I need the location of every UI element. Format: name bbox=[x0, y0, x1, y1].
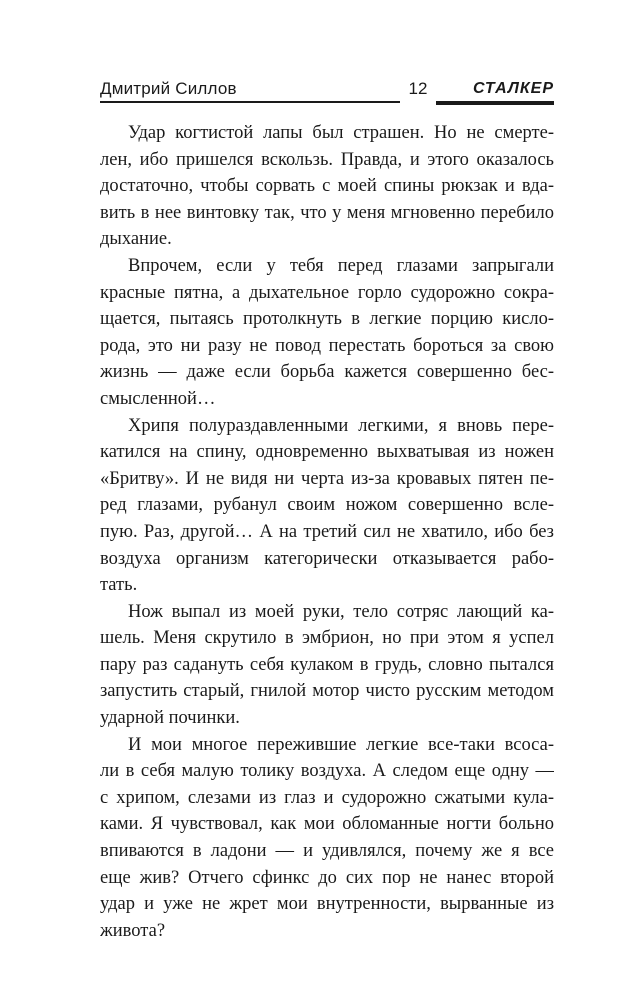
text-line: катился на спину, одновременно выхватывая из ножен bbox=[100, 442, 554, 463]
text-line: Нож выпал из моей руки, тело сотряс лающий ка- bbox=[128, 601, 554, 622]
text-line: воздуха организм категорически отказывается рабо- bbox=[100, 548, 554, 569]
text-line: достаточно, чтобы сорвать с моей спины рюкзак и вда- bbox=[100, 176, 554, 197]
text-line: ли в себя малую толику воздуха. А следом еще одну — bbox=[100, 761, 554, 782]
text-line: тать. bbox=[100, 575, 138, 596]
author-name: Дмитрий Силлов bbox=[100, 79, 237, 98]
text-line: И мои многое пережившие легкие все-таки всоса- bbox=[128, 734, 554, 755]
text-line: шель. Меня скрутило в эмбрион, но при этом я успел bbox=[100, 628, 554, 649]
text-line: смысленной… bbox=[100, 388, 216, 409]
text-line: с хрипом, слезами из глаз и судорожно сжатыми кула- bbox=[100, 787, 554, 808]
header-rule-right bbox=[436, 101, 554, 105]
text-line: Хрипя полураздавленными легкими, я вновь пере- bbox=[128, 415, 554, 436]
text-line: живота? bbox=[100, 920, 166, 941]
text-line: дыхание. bbox=[100, 229, 172, 250]
text-line: жизнь — даже если борьба кажется совершенно бес- bbox=[100, 362, 554, 383]
page-number: 12 bbox=[408, 79, 428, 98]
running-header bbox=[100, 78, 554, 106]
text-line: запустить старый, гнилой мотор чисто русским методом bbox=[100, 681, 554, 702]
text-line: Удар когтистой лапы был страшен. Но не смерте- bbox=[128, 123, 554, 143]
text-line: впиваются в ладони — и удивлялся, почему же я все bbox=[100, 841, 554, 862]
text-line: ред глазами, рубанул своим ножом совершенно всле- bbox=[100, 495, 554, 516]
text-line: Впрочем, если у тебя перед глазами запрыгали bbox=[128, 255, 554, 276]
text-line: красные пятна, а дыхательное горло судорожно сокра- bbox=[100, 282, 554, 303]
header-rule-left bbox=[100, 101, 400, 103]
text-line: удар и уже не жрет мои внутренности, вырванные из bbox=[100, 894, 554, 915]
text-line: ками. Я чувствовал, как мои обломанные ногти больно bbox=[100, 814, 554, 835]
body-text bbox=[100, 120, 554, 944]
text-line: пару раз садануть себя кулаком в грудь, словно пытался bbox=[100, 654, 554, 675]
text-line: щается, пытаясь протолкнуть в легкие порцию кисло- bbox=[100, 309, 554, 330]
text-line: рода, это ни разу не повод перестать бороться за свою bbox=[100, 335, 554, 356]
text-line: лен, ибо пришелся вскользь. Правда, и этого оказалось bbox=[100, 149, 554, 170]
text-line: пую. Раз, другой… А на третий сил не хватило, ибо без bbox=[100, 521, 554, 542]
text-line: еще жив? Отчего сфинкс до сих пор не нанес второй bbox=[100, 867, 554, 888]
text-line: «Бритву». И не видя ни черта из-за кровавых пятен пе- bbox=[100, 468, 554, 489]
text-line: ударной починки. bbox=[100, 708, 240, 729]
text-line: вить в нее винтовку так, что у меня мгновенно перебило bbox=[100, 202, 554, 223]
series-title: СТАЛКЕР bbox=[472, 80, 554, 97]
